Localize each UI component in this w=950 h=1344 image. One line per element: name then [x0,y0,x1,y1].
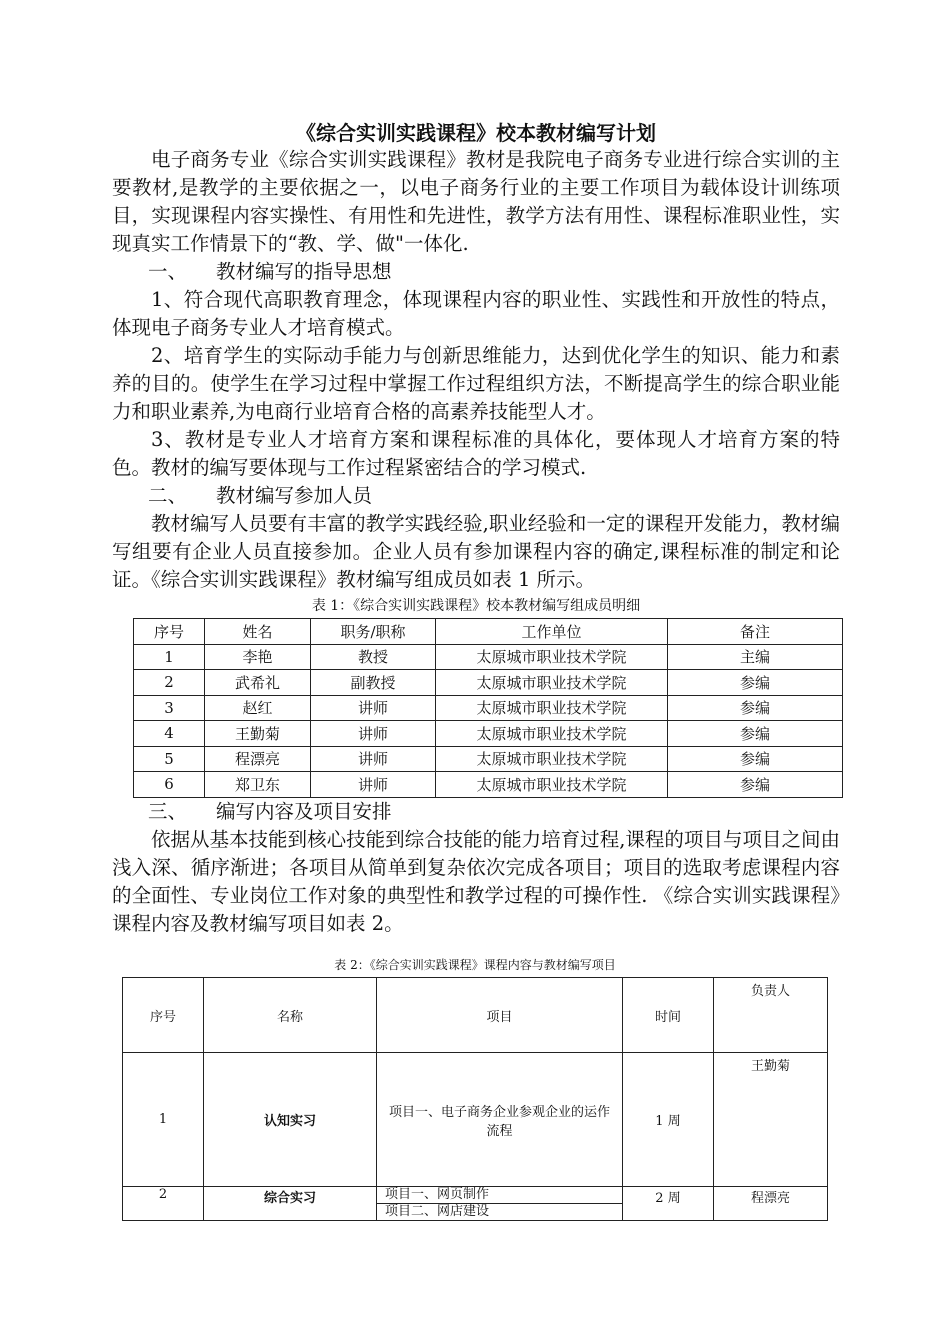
table-cell: 讲师 [311,746,436,772]
section-heading-1 [112,258,840,286]
row-owner: 王勤菊 [714,1053,828,1187]
table-row [134,746,843,772]
table-cell: 郑卫东 [205,772,311,798]
table-cell: 参编 [668,772,843,798]
table-row [134,670,843,696]
table-cell: 参编 [668,695,843,721]
table-cell: 参编 [668,670,843,696]
header-cell: 序号 [134,619,205,645]
table-header-row [134,619,843,645]
row-name: 综合实习 [204,1187,377,1221]
section-title: 教材编写的指导思想 [216,260,392,283]
table1-caption: 表 1：《综合实训实践课程》校本教材编写组成员明细 [311,598,641,614]
table-cell: 主编 [668,644,843,670]
row-name: 认知实习 [204,1053,377,1187]
header-cell: 职务/职称 [311,619,436,645]
header-cell: 项目 [377,978,623,1053]
table-cell: 参编 [668,721,843,747]
table-cell: 太原城市职业技术学院 [436,772,668,798]
paragraph-3: 3、教材是专业人才培育方案和课程标准的具体化，要体现人才培育方案的特色。教材的编写要体现与工作过程紧密结合的学习模式. [112,428,840,479]
section-number: 三、 [148,799,188,823]
document-body [112,120,840,938]
table-row [123,1187,828,1221]
table-cell: 讲师 [311,772,436,798]
table-cell: 讲师 [311,721,436,747]
header-cell: 负责人 [714,978,828,1053]
table-row [134,644,843,670]
row-project-cell [377,1187,623,1221]
table-cell: 1 [134,644,205,670]
header-cell: 时间 [623,978,714,1053]
table-cell: 太原城市职业技术学院 [436,721,668,747]
header-cell: 序号 [123,978,204,1053]
table-cell: 3 [134,695,205,721]
table-cell: 2 [134,670,205,696]
paragraph-2: 2、培育学生的实际动手能力与创新思维能力，达到优化学生的知识、能力和素养的目的。使学生在学习过程中掌握工作过程组织方法，不断提高学生的综合职业能力和职业素养,为电商行业培育合格的高素养技能型人才。 [112,344,840,423]
members-table [133,618,843,798]
projects-table [122,977,828,1221]
row-project-b: 项目二、网店建设 [377,1203,622,1220]
section-title: 编写内容及项目安排 [216,799,392,823]
row-project: 项目一、电子商务企业参观企业的运作流程 [377,1053,623,1187]
row-time: 2 周 [623,1187,714,1221]
table-cell: 6 [134,772,205,798]
row-project-a: 项目一、网页制作 [385,1187,490,1202]
paragraph-4: 教材编写人员要有丰富的教学实践经验,职业经验和一定的课程开发能力，教材编写组要有企业人员直接参加。企业人员有参加课程内容的确定,课程标准的制定和论证。《综合实训实践课程》教材编写组成员如表 1 所示。 [112,512,840,591]
section-title: 教材编写参加人员 [216,484,373,507]
section-heading-2 [112,482,840,510]
table-cell: 4 [134,721,205,747]
row-time: 1 周 [623,1053,714,1187]
table-header-row [123,978,828,1053]
header-cell: 工作单位 [436,619,668,645]
section-number: 一、 [148,260,188,283]
table-cell: 太原城市职业技术学院 [436,746,668,772]
table2-caption: 表 2：《综合实训实践课程》课程内容与教材编写项目 [334,958,616,972]
table-row [134,721,843,747]
table-cell: 赵红 [205,695,311,721]
table-cell: 教授 [311,644,436,670]
header-cell: 名称 [204,978,377,1053]
table-row [134,695,843,721]
table-row [134,772,843,798]
table-cell: 太原城市职业技术学院 [436,644,668,670]
table-cell: 副教授 [311,670,436,696]
table-cell: 参编 [668,746,843,772]
page-title: 《综合实训实践课程》校本教材编写计划 [296,121,656,145]
table-cell: 李艳 [205,644,311,670]
table-cell: 王勤菊 [205,721,311,747]
section-heading-3 [112,798,840,826]
paragraph-1: 1、符合现代高职教育理念，体现课程内容的职业性、实践性和开放性的特点，体现电子商务专业人才培育模式。 [112,288,840,339]
row-number: 2 [123,1187,204,1221]
table-cell: 太原城市职业技术学院 [436,695,668,721]
intro-paragraph: 电子商务专业《综合实训实践课程》教材是我院电子商务专业进行综合实训的主要教材,是教学的主要依据之一，以电子商务行业的主要工作项目为载体设计训练项目，实现课程内容实操性、有用性和先进性，教学方法有用性、课程标准职业性，实现真实工作情景下的“教、学、做"一体化. [112,148,840,255]
header-cell: 姓名 [205,619,311,645]
table-cell: 程漂亮 [205,746,311,772]
table-cell: 5 [134,746,205,772]
section-number: 二、 [148,484,188,507]
table-cell: 讲师 [311,695,436,721]
header-cell: 备注 [668,619,843,645]
table-cell: 太原城市职业技术学院 [436,670,668,696]
table-cell: 武希礼 [205,670,311,696]
table-row [123,1053,828,1187]
row-number: 1 [123,1053,204,1187]
row-owner: 程漂亮 [714,1187,828,1221]
paragraph-5: 依据从基本技能到核心技能到综合技能的能力培育过程,课程的项目与项目之间由浅入深、循序渐进；各项目从简单到复杂依次完成各项目；项目的选取考虑课程内容的全面性、专业岗位工作对象的典型性和教学过程的可操作性. 《综合实训实践课程》课程内容及教材编写项目如表 2。 [112,827,840,935]
